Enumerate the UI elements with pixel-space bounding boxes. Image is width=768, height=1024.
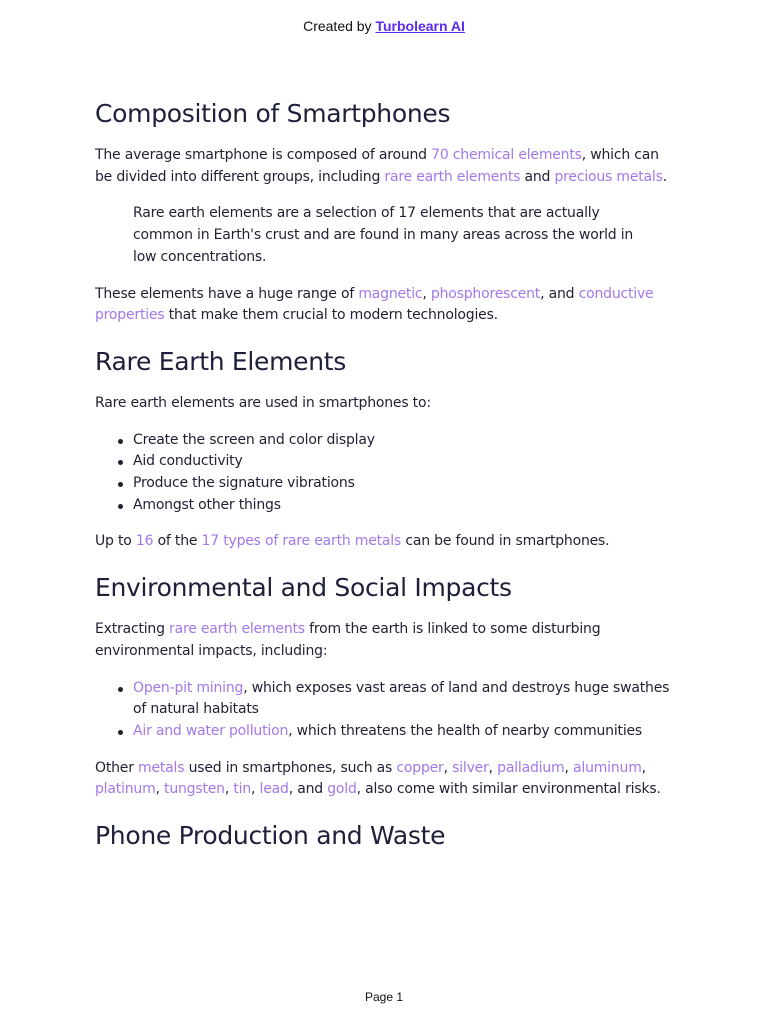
list-item: Create the screen and color display — [133, 430, 675, 452]
text-run: , which exposes vast areas of land and destroys huge swathes of natural habitats — [133, 679, 670, 718]
created-by-header — [0, 18, 768, 34]
rare-earth-uses-list — [95, 430, 675, 517]
highlight-platinum: platinum — [95, 781, 156, 798]
highlight-metals: metals — [138, 759, 185, 776]
environmental-intro — [95, 619, 675, 662]
text-run: Up to — [95, 533, 136, 550]
highlight-copper: copper — [396, 759, 444, 776]
highlight-tungsten: tungsten — [164, 781, 225, 798]
text-run: , — [251, 781, 260, 798]
highlight-rare-earth-elements: rare earth elements — [169, 621, 305, 638]
list-item — [133, 678, 675, 721]
text-run: can be found in smartphones. — [401, 533, 610, 550]
text-run: that make them crucial to modern technologies. — [164, 307, 498, 324]
text-run: , — [422, 285, 431, 302]
highlight-phosphorescent: phosphorescent — [430, 285, 541, 302]
section-title-composition: Composition of Smartphones — [95, 99, 451, 128]
environmental-impacts-list — [95, 678, 675, 743]
highlight-palladium: palladium — [497, 759, 565, 776]
highlight-precious-metals: precious metals — [554, 168, 663, 185]
text-run: of the — [153, 533, 202, 550]
rare-earth-intro: Rare earth elements are used in smartphones to: — [95, 394, 431, 411]
rare-earth-count-paragraph — [95, 531, 675, 553]
highlight-silver: silver — [452, 759, 489, 776]
text-run: Extracting — [95, 621, 170, 638]
highlight-70-chemical-elements: 70 chemical elements — [431, 147, 582, 163]
highlight-rare-earth-elements: rare earth elements — [384, 168, 521, 185]
rare-earth-quote: Rare earth elements are a selection of 17 elements that are actually common in Earth's crust and are found in many areas across the world in low concentrations. — [133, 205, 634, 265]
composition-paragraph — [95, 145, 675, 188]
highlight-tin: tin — [233, 781, 252, 798]
text-run: , which can be divided into different groups, including — [95, 147, 659, 185]
text-run: . — [662, 168, 667, 185]
list-item — [133, 721, 675, 743]
properties-paragraph — [95, 284, 675, 327]
other-metals-paragraph — [95, 758, 675, 801]
highlight-open-pit-mining: Open-pit mining — [133, 679, 244, 696]
text-run: , — [443, 759, 453, 776]
brand-link[interactable]: Turbolearn AI — [375, 18, 465, 34]
page-number: Page 1 — [364, 990, 404, 1004]
highlight-gold: gold — [327, 781, 357, 798]
list-item: Aid conductivity — [133, 451, 675, 473]
text-run: and — [520, 168, 555, 185]
text-run: , and — [540, 285, 579, 302]
highlight-air-water-pollution: Air and water pollution — [133, 722, 289, 739]
highlight-aluminum: aluminum — [573, 759, 642, 776]
highlight-conductive-properties: conductive properties — [95, 285, 654, 324]
section-title-environmental: Environmental and Social Impacts — [95, 573, 512, 603]
highlight-magnetic: magnetic — [358, 285, 423, 302]
highlight-17-types: 17 types of rare earth metals — [201, 533, 402, 550]
text-run: The average smartphone is composed of around — [95, 147, 432, 163]
text-run: , — [224, 781, 234, 798]
text-run: , — [488, 759, 498, 776]
text-run: from the earth is linked to some disturbing environmental impacts, including: — [95, 621, 601, 659]
text-run: used in smartphones, such as — [184, 759, 397, 776]
text-run: Other — [95, 759, 139, 776]
section-title-phone-production: Phone Production and Waste — [95, 821, 446, 851]
text-run: , and — [288, 781, 328, 798]
text-run: , — [641, 759, 646, 776]
list-item: Amongst other things — [133, 495, 675, 517]
highlight-lead: lead — [259, 781, 289, 798]
document-body — [95, 92, 675, 858]
text-run: , — [155, 781, 165, 798]
text-run: , also come with similar environmental risks. — [356, 781, 661, 798]
text-run: , which threatens the health of nearby communities — [288, 722, 643, 739]
text-run: These elements have a huge range of — [95, 285, 359, 302]
section-title-rare-earth: Rare Earth Elements — [95, 346, 347, 376]
created-by-prefix: Created by — [303, 18, 376, 34]
highlight-16: 16 — [135, 533, 154, 550]
list-item: Produce the signature vibrations — [133, 473, 675, 495]
text-run: , — [564, 759, 573, 776]
